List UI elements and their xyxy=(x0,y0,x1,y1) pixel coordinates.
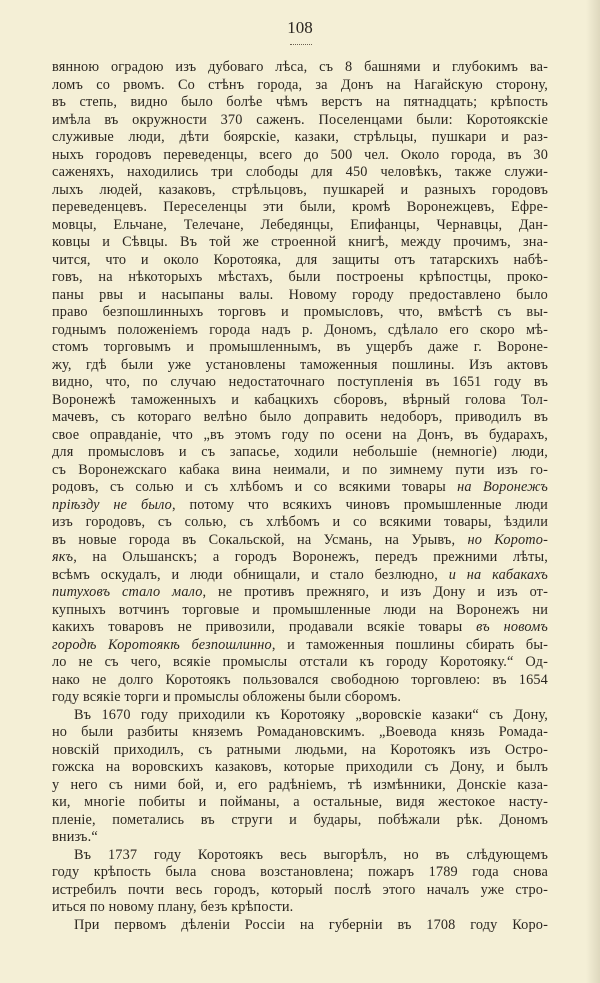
text-line xyxy=(52,444,548,462)
text-line xyxy=(52,287,548,305)
text-segment: какихъ товаровъ не привозили, продавали всякіе товары xyxy=(52,619,477,635)
text-line xyxy=(52,182,548,200)
paragraph xyxy=(52,847,548,917)
text-line xyxy=(52,829,548,847)
text-line xyxy=(52,847,548,865)
text-segment: изъ городовъ, съ солью, съ хлѣбомъ и со всякими товары, ѣздили xyxy=(52,514,548,530)
text-segment: въ новые города въ Сокальской, на Усмань, на Урывъ, xyxy=(52,531,468,548)
text-line xyxy=(52,199,548,217)
text-segment: имѣла въ окружности 370 саженъ. Поселенцами были: Коротоякскіе xyxy=(52,111,548,128)
text-line xyxy=(52,899,548,917)
text-segment: ломъ со рвомъ. Со стѣнъ города, за Донъ на Нагайскую сторону, xyxy=(52,76,548,93)
text-line xyxy=(52,462,548,480)
text-line xyxy=(52,864,548,882)
text-segment: , потому что всякихъ чиновъ промышленные люди xyxy=(171,496,548,513)
text-line xyxy=(52,392,548,410)
text-segment: купныхъ вотчинъ торговые и промышленные люди на Воронежъ ни xyxy=(52,601,548,618)
italic-text: якъ xyxy=(52,549,74,565)
page-number: 108 xyxy=(287,18,313,37)
text-line xyxy=(52,672,548,690)
text-line xyxy=(52,777,548,795)
text-segment: , не противъ прежняго, и изъ Дону и изъ от- xyxy=(202,584,548,600)
text-segment: чится, что и около Коротояка, для защиты отъ татарскихъ набѣ- xyxy=(52,251,548,268)
text-segment: новскій приходилъ, съ ратными людьми, на Коротоякъ изъ Остро- xyxy=(52,741,548,758)
text-segment: году всякіе торги и промыслы обложены были сборомъ. xyxy=(52,689,402,705)
text-segment: говъ, на нѣкоторыхъ мѣстахъ, были построены крѣпостцы, проко- xyxy=(52,269,548,285)
text-segment: саженяхъ, находились три слободы для 450 человѣкъ, также служи- xyxy=(52,164,548,180)
text-segment: истребилъ почти весь городъ, который послѣ этого началъ уже стро- xyxy=(52,881,548,898)
text-segment: годнымъ положеніемъ города надъ р. Дономъ, сдѣлало его скоро мѣ- xyxy=(52,321,548,338)
text-line xyxy=(52,129,548,147)
text-segment: всѣмъ оскудалъ, и люди обнищали, и стало безлюдно, xyxy=(52,566,449,583)
text-segment: право безпошлинныхъ торговъ и промысловъ, что, вмѣстѣ съ вы- xyxy=(52,304,548,320)
italic-text: и на кабакахъ xyxy=(448,566,548,583)
text-segment: стомъ торговымъ и промышленнымъ, въ ущербъ даже г. Вороне- xyxy=(52,339,548,355)
text-line xyxy=(52,269,548,287)
text-segment: Воронежѣ таможенныхъ и кабацкихъ сборовъ, вѣрный голова Тол- xyxy=(52,391,548,408)
text-line xyxy=(52,567,548,585)
text-segment: жу, гдѣ были уже установлены таможенныя пошлины. Изъ актовъ xyxy=(52,356,548,373)
text-line xyxy=(52,549,548,567)
text-line xyxy=(52,94,548,112)
text-line xyxy=(52,322,548,340)
text-line xyxy=(52,882,548,900)
text-segment: въ степь, видно было болѣе чѣмъ верстъ на пятнадцать; крѣпость xyxy=(52,94,548,110)
text-segment: переведенцевъ. Переселенцы эти были, кромѣ Воронежцевъ, Ефре- xyxy=(52,199,548,215)
text-line xyxy=(52,637,548,655)
text-segment: служивые люди, дѣти боярскіе, казаки, стрѣльцы, пушкари и раз- xyxy=(52,129,548,145)
text-line xyxy=(52,532,548,550)
text-line xyxy=(52,497,548,515)
text-segment: ковцы и Сѣвцы. Въ той же строенной книгѣ, между прочимъ, зна- xyxy=(52,234,548,250)
text-line xyxy=(52,234,548,252)
text-line xyxy=(52,619,548,637)
text-segment: у него съ ними бой, и, его радѣніемъ, тѣ измѣнники, Донскіе каза- xyxy=(52,776,548,793)
text-segment: вянною оградою изъ дубоваго лѣса, съ 8 башнями и глубокимъ ва- xyxy=(52,59,548,75)
text-segment: внизъ.“ xyxy=(52,829,98,845)
text-segment: лыхъ людей, казаковъ, стрѣльцовъ, пушкарей и разныхъ городовъ xyxy=(52,181,548,198)
text-line xyxy=(52,584,548,602)
text-line xyxy=(52,252,548,270)
text-line xyxy=(52,409,548,427)
paragraph xyxy=(52,917,548,935)
text-segment: году крѣпость была снова возстановлена; пожаръ 1789 года снова xyxy=(52,864,548,880)
text-segment: для промысловъ и съ запасье, ходили небольшіе (немногіе) люди, xyxy=(52,444,548,460)
text-segment: мачевъ, съ котораго велѣно было доправить недоборъ, приводилъ въ xyxy=(52,409,548,425)
italic-text: городѣ Коротоякѣ безпошлинно xyxy=(52,636,272,653)
text-line xyxy=(52,59,548,77)
text-segment: съ Воронежскаго кабака вина неимали, и по зимнему пути изъ го- xyxy=(52,461,548,478)
text-line xyxy=(52,654,548,672)
text-line xyxy=(52,812,548,830)
text-segment: Въ 1670 году приходили къ Коротояку „воровскіе казаки“ съ Дону, xyxy=(74,706,548,723)
text-line xyxy=(52,794,548,812)
text-segment: свое оправданіе, что „въ этомъ году по осени на Донъ, въ бударахъ, xyxy=(52,426,548,443)
text-line xyxy=(52,164,548,182)
text-segment: видно, что, по случаю недостаточнаго поступленія въ 1651 году въ xyxy=(52,374,548,390)
text-segment: иться по новому плану, безъ крѣпости. xyxy=(52,899,294,915)
text-segment: ныхъ городовъ переведенцы, всего до 500 чел. Около города, въ 30 xyxy=(52,146,548,163)
text-line xyxy=(52,357,548,375)
text-segment: но были разбиты княземъ Ромадановскимъ. „Воевода князь Ромада- xyxy=(52,724,548,740)
text-line xyxy=(52,707,548,725)
text-segment: родовъ, съ солью и съ хлѣбомъ и со всякими товары xyxy=(52,479,458,495)
text-segment: При первомъ дѣленіи Россіи на губерніи въ 1708 году Коро- xyxy=(74,916,548,933)
page-number-ornament xyxy=(290,41,312,45)
italic-text: но Корото- xyxy=(467,531,548,548)
text-segment: пленіе, пометались въ струги и будары, побѣжали рѣк. Дономъ xyxy=(52,811,548,828)
text-line xyxy=(52,602,548,620)
text-line xyxy=(52,112,548,130)
italic-text: на Воронежъ xyxy=(457,479,548,495)
text-line xyxy=(52,514,548,532)
italic-text: въ новомъ xyxy=(476,619,548,635)
text-line xyxy=(52,427,548,445)
text-segment: ки, многіе побиты и пойманы, а остальные, видя жестокое насту- xyxy=(52,794,548,810)
body-text xyxy=(52,59,548,934)
text-line xyxy=(52,374,548,392)
text-segment: нако не долго Коротоякъ пользовался свободною торговлею: въ 1654 xyxy=(52,671,548,688)
text-line xyxy=(52,724,548,742)
page-edge-shadow xyxy=(586,0,600,983)
text-segment: мовцы, Ельчане, Телечане, Лебедянцы, Епифанцы, Чернавцы, Дан- xyxy=(52,216,548,233)
text-line xyxy=(52,217,548,235)
text-segment: , и таможенныя пошлины сбирать бы- xyxy=(271,636,548,653)
text-line xyxy=(52,759,548,777)
text-segment: ло не съ чего, всякіе промыслы отстали къ городу Коротояку.“ Од- xyxy=(52,654,548,670)
text-line xyxy=(52,917,548,935)
text-line xyxy=(52,742,548,760)
paragraph xyxy=(52,707,548,847)
paragraph xyxy=(52,59,548,707)
text-line xyxy=(52,304,548,322)
italic-text: питуховъ стало мало xyxy=(52,584,203,600)
text-line xyxy=(52,147,548,165)
text-line xyxy=(52,479,548,497)
text-segment: , на Ольшанскъ; а городъ Воронежъ, передъ прежними лѣты, xyxy=(73,549,548,565)
text-line xyxy=(52,689,548,707)
italic-text: пріѣзду не было xyxy=(52,496,172,513)
text-line xyxy=(52,339,548,357)
text-segment: паны рвы и насыпаны валы. Новому городу предоставлено было xyxy=(52,286,548,303)
text-segment: Въ 1737 году Коротоякъ весь выгорѣлъ, но въ слѣдующемъ xyxy=(74,846,548,863)
text-line xyxy=(52,77,548,95)
text-segment: гожска на воровскихъ казаковъ, которые приходили съ Дону, и былъ xyxy=(52,759,548,775)
